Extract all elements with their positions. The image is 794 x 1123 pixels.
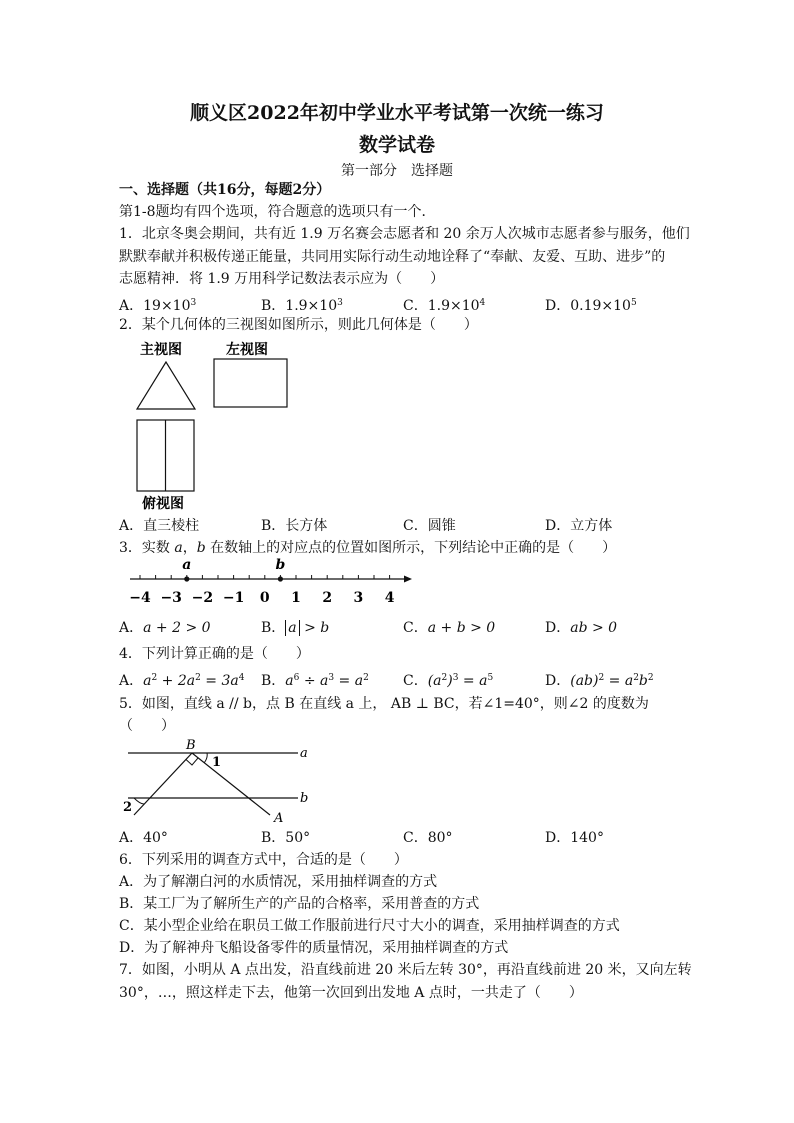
q1-option-a: A．$19\times 10^3$ <box>119 298 197 314</box>
number-line-figure <box>120 555 420 607</box>
part-heading: 第一部分 选择题 <box>341 163 453 179</box>
front-view-triangle <box>137 362 195 409</box>
three-views-figure <box>120 334 320 514</box>
section-heading: 一、选择题（共16分，每题2分） <box>119 182 331 198</box>
parallel-lines-figure <box>120 736 320 824</box>
point-a-label: a <box>182 557 192 573</box>
number-line-tick-label: 3 <box>353 590 364 606</box>
q5-line1: 5．如图，直线 a // b，点 B 在直线 a 上， AB ⊥ BC，若∠1=40°，则∠2 的度数为 <box>119 696 649 712</box>
q5-option-c: C．80° <box>403 830 453 846</box>
point-b-label: b <box>275 557 286 573</box>
q2-option-b: B．长方体 <box>261 518 328 534</box>
front-view-label: 主视图 <box>140 342 182 358</box>
number-line-tick-label: 2 <box>322 590 333 606</box>
number-line-ticks <box>129 575 394 606</box>
number-line-tick-label: −4 <box>129 590 151 606</box>
q2-option-a: A．直三棱柱 <box>119 518 200 534</box>
number-line-tick-label: −3 <box>160 590 182 606</box>
q1-line1: 1．北京冬奥会期间，共有近 1.9 万名赛会志愿者和 20 余万人次城市志愿者参与服务，他们 <box>119 226 690 242</box>
q1-line3: 志愿精神．将 1.9 万用科学记数法表示应为（ ） <box>119 271 445 287</box>
right-angle-mark <box>186 758 198 765</box>
section-instruction: 第1-8题均有四个选项，符合题意的选项只有一个． <box>119 204 436 220</box>
q4-option-d: D．$(ab)^2 = a^2b^2$ <box>545 673 654 689</box>
q3-option-d: D．ab > 0 <box>545 620 618 636</box>
left-view-rectangle <box>214 359 287 407</box>
q4-option-c: C．$(a^2)^3 = a^5$ <box>403 673 494 689</box>
left-view-label: 左视图 <box>226 342 268 358</box>
q5-option-b: B．50° <box>261 830 311 846</box>
exam-subtitle: 数学试卷 <box>358 134 435 156</box>
q2-option-d: D．立方体 <box>545 518 613 534</box>
number-line-arrow <box>404 576 412 583</box>
q3-option-c: C．a + b > 0 <box>403 620 496 636</box>
point-b-dot <box>278 576 283 581</box>
number-line-tick-label: 4 <box>384 590 395 606</box>
q6-option-c: C．某小型企业给在职员工做工作服前进行尺寸大小的调查，采用抽样调查的方式 <box>119 918 620 934</box>
point-a-dot <box>184 576 189 581</box>
q7-line2: 30°，…，照这样走下去，他第一次回到出发地 A 点时，一共走了（ ） <box>119 985 583 1001</box>
label-point-b: B <box>186 738 196 753</box>
q3-option-a: A．a + 2 > 0 <box>119 620 211 636</box>
label-angle-2: 2 <box>123 800 133 815</box>
number-line-tick-label: −2 <box>191 590 214 606</box>
q4-stem: 4．下列计算正确的是（ ） <box>119 646 310 662</box>
q7-line1: 7．如图，小明从 A 点出发，沿直线前进 20 米后左转 30°，再沿直线前进 20 米，又向左转 <box>119 962 692 978</box>
q6-option-a: A．为了解潮白河的水质情况，采用抽样调查的方式 <box>119 874 438 890</box>
q4-option-b: B．$a^6 \div a^3 = a^2$ <box>261 673 369 689</box>
number-line-tick-label: −1 <box>222 590 245 606</box>
q3-stem: 3．实数 a，b 在数轴上的对应点的位置如图所示，下列结论中正确的是（ ） <box>119 540 617 556</box>
angle-1-arc <box>204 753 207 763</box>
number-line-tick-label: 0 <box>259 590 270 606</box>
q1-option-d: D．$0.19\times 10^5$ <box>545 298 637 314</box>
segment-ba <box>192 753 270 815</box>
q6-option-d: D．为了解神舟飞船设备零件的质量情况，采用抽样调查的方式 <box>119 940 509 956</box>
q1-option-c: C．$1.9\times 10^4$ <box>403 298 486 314</box>
q5-option-d: D．140° <box>545 830 604 846</box>
label-line-a: a <box>300 746 308 761</box>
segment-bc <box>134 753 192 815</box>
q5-line2: （ ） <box>119 718 175 734</box>
q6-option-b: B．某工厂为了解所生产的产品的合格率，采用普查的方式 <box>119 896 480 912</box>
label-point-a: A <box>274 811 284 824</box>
q6-stem: 6．下列采用的调查方式中，合适的是（ ） <box>119 852 408 868</box>
q1-option-b: B．$1.9\times 10^3$ <box>261 298 343 314</box>
q2-option-c: C．圆锥 <box>403 518 456 534</box>
q5-option-a: A．40° <box>119 830 168 846</box>
q4-option-a: A．$a^2 + 2a^2 = 3a^4$ <box>119 673 245 689</box>
q2-stem: 2．某个几何体的三视图如图所示，则此几何体是（ ） <box>119 317 478 333</box>
label-angle-1: 1 <box>212 755 222 770</box>
top-view-label: 俯视图 <box>142 496 184 512</box>
angle-2-arc <box>134 798 144 804</box>
label-line-b: b <box>300 791 309 806</box>
number-line-tick-label: 1 <box>291 590 301 606</box>
q3-option-b: B． a > b <box>261 620 330 636</box>
q1-line2: 默默奉献并积极传递正能量，共同用实际行动生动地诠释了“奉献、友爱、互助、进步”的 <box>119 249 666 265</box>
exam-title: 顺义区2022年初中学业水平考试第一次统一练习 <box>190 102 604 124</box>
